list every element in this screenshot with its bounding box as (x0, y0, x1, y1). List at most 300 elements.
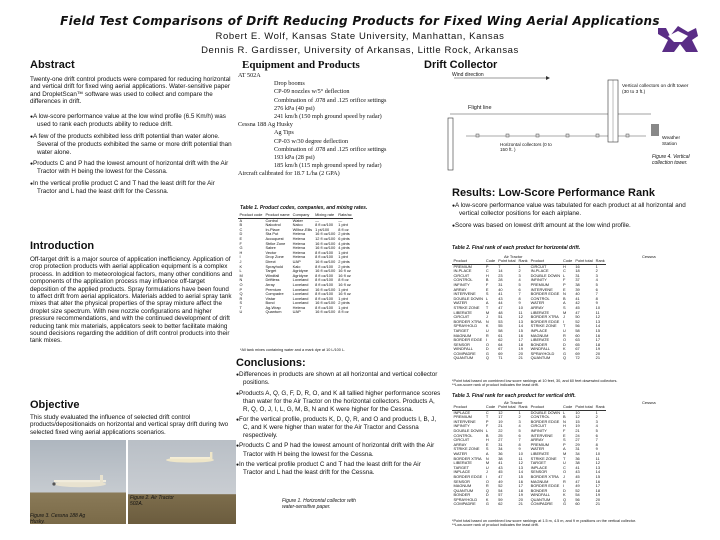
table2-header-cell: Rank (595, 259, 605, 263)
table3-cell: 49 (498, 478, 503, 484)
table2-cell: 40 (575, 291, 580, 297)
table3-cell: 21 (498, 423, 503, 429)
table3-cell: 9 (595, 446, 598, 452)
table2-cell: 41 (575, 295, 580, 301)
table1-cell: Helena (292, 254, 306, 260)
table3-cell: 24 (575, 432, 580, 438)
table1-cell: Quantum (265, 309, 282, 315)
table2-cell: U (563, 327, 566, 333)
table3-cell: B (485, 432, 489, 438)
equipment-line: Combination of .078 and .125 orifice settings (274, 145, 387, 153)
conclusion-bullet: ● In the vertical profile product C and T had the least drift for the Air Tractor and L had the least drift for the Cessna. (236, 461, 442, 477)
table1-cell: Wilbur-Ellis (292, 226, 313, 232)
table1-header-cell: Company (291, 213, 313, 218)
table2-cell: QUANTUM (453, 355, 474, 361)
table3-cell: G (485, 501, 489, 507)
table2-cell: 47 (575, 309, 580, 315)
table2-cell: 1 (595, 263, 598, 269)
table1-cell: M (239, 272, 243, 278)
table1-cell: R (239, 295, 243, 301)
table2-cell: 55 (498, 323, 503, 329)
table2-cell: K (563, 346, 566, 352)
table3-cell: R (563, 478, 566, 484)
equipment-line: AT 502A (238, 72, 261, 79)
table2-cell: 17 (518, 337, 523, 343)
table2-cell: MAGNUM (530, 332, 549, 338)
table2-cell: 19 (518, 346, 523, 352)
table3-note: *Point total based on combined low score rankings at 1.5 m, 4.5 m, and 9 m positions on the vertical collector. (452, 519, 637, 523)
equipment-line: Combination of .078 and .125 orifice settings (274, 96, 387, 104)
table3-row (452, 502, 606, 507)
table3-cell: BORDER XTRA (530, 473, 559, 479)
table2-cell: CIRCUIT (453, 314, 470, 320)
table3-cell: P (485, 418, 489, 424)
table1-header-cell: Product code (239, 213, 263, 217)
table2-cell: DOUBLE DOWN (453, 295, 483, 301)
table1-cell: Ag-Wrap (265, 304, 281, 310)
table1-header-cell: Mixing rate (314, 213, 337, 218)
conclusions-heading: Conclusions: (236, 357, 306, 369)
table2-cell: 41 (498, 291, 503, 297)
table3-header-cell: Rank (595, 405, 605, 409)
table3-cell: 20 (518, 496, 523, 502)
table3-cell: LIBERATE (530, 450, 550, 456)
conclusion-bullet: ● For the vertical profile, products K, D, Q, R, and O and products I, B, J, C, and K were higher than water for the Air Tractor and Cessna respectively. (236, 416, 442, 439)
table3-cell: 41 (498, 460, 503, 466)
table3-caption: Table 3. Final rank for each product for vertical drift. (452, 393, 576, 399)
table1-cell: K (239, 263, 243, 269)
poster-title: Field Test Comparisons of Drift Reducing Products for Fixed Wing Aerial Applications (60, 14, 660, 28)
table2-cell: 14 (518, 323, 523, 329)
table2-header-cell: Code (563, 259, 573, 263)
table3-cell: F (563, 427, 566, 433)
table2-cell: S (563, 304, 566, 310)
table1-cell: T (239, 304, 242, 310)
table3-cell: INPLACE (453, 469, 471, 475)
wind-arrow-icon (546, 76, 550, 80)
table3-cell: 31 (575, 446, 580, 452)
table1-cell: Q (239, 291, 243, 297)
table2-cell: 13 (595, 318, 600, 324)
results-bullet: ● A low-score performance value was tabulated for each product at all horizontal and vertical collector positions for each airplane. (452, 202, 702, 218)
table3-header-cell: Rank (518, 405, 528, 409)
table3-cell: 43 (498, 464, 503, 470)
table2-cell: 43 (498, 295, 503, 301)
table3-header-cell: Code (485, 405, 496, 409)
table3-cell: 15 (518, 473, 523, 479)
fig1-caption: Figure 1. Horizontal collector with water-sensitive paper. (282, 498, 356, 510)
table2-cell: CONTROL (530, 295, 550, 301)
table2-cell: T (563, 323, 566, 329)
table1-cell: Sta Put (265, 231, 279, 237)
table2-cell: SPRAYHOLD (453, 323, 478, 329)
table3-cell: 38 (575, 460, 580, 466)
abstract-bullet: ● In the vertical profile product C and T had the least drift for the Air Tractor and L had the least drift for the Cessna. (30, 180, 235, 196)
table3-cell: 19 (498, 418, 503, 424)
table1-cell: 16 fl oz/100 (315, 286, 336, 292)
table1-cell: Helena (292, 240, 306, 246)
table1-cell: Vistar (265, 295, 276, 301)
table2-cell: TARGET (453, 327, 469, 333)
objective-heading: Objective (30, 399, 80, 411)
table3-cell: K (485, 496, 489, 502)
table2-cell: LIBERATE (453, 309, 473, 315)
table3-cell: 52 (498, 483, 503, 489)
author-line-1: Robert E. Wolf, Kansas State University, Manhattan, Kansas (215, 31, 505, 42)
table2-cell: BORDER XTRA (530, 314, 559, 320)
table1-cell: 16 fl oz/100 (315, 231, 336, 237)
table3-cell: 13 (518, 464, 523, 470)
table2-cell: 50 (575, 314, 580, 320)
table2-cell: 11 (595, 309, 600, 315)
table2-cell: IN-PLACE (530, 268, 549, 274)
table2-cell: 61 (498, 332, 503, 338)
table3-cell: G (563, 501, 567, 507)
table2-cell: U (485, 327, 489, 333)
table2-group-left: Air Tractor (504, 254, 523, 259)
table3-cell: J (485, 469, 488, 475)
table2-cell: 4 (518, 277, 521, 283)
table2-cell: 40 (498, 286, 503, 292)
author-line-2: Dennis R. Gardisser, University of Arkansas, Little Rock, Arkansas (201, 45, 519, 56)
table3-cell: 8 (595, 441, 598, 447)
table3-cell: 21 (575, 427, 580, 433)
table2-cell: F (563, 277, 566, 283)
table1-cell: Driftless (265, 277, 280, 283)
table3-cell: INPLACE (453, 409, 471, 415)
table2-cell: STRIKE ZONE (453, 304, 480, 310)
table3-cell: 3 (595, 418, 598, 424)
table2-cell: 67 (498, 346, 503, 352)
weather-station-icon (651, 124, 659, 136)
table2-cell: WINDFALL (453, 346, 473, 352)
table1-cell: G (239, 245, 243, 251)
table2-cell: 4 (595, 277, 598, 283)
table1 (238, 213, 353, 315)
table1-cell: J (239, 258, 242, 264)
table3-cell: WATER (530, 446, 545, 452)
table3-cell: D (485, 492, 489, 498)
table2-cell: H (563, 263, 566, 269)
table1-cell: 2 pints (338, 231, 350, 237)
table1-cell: Helena (292, 249, 306, 255)
table2-cell: WINDFALL (530, 346, 551, 352)
fig2-caption: Figure 2. Air Tractor 502A. (130, 495, 174, 507)
table2-cell: C (563, 268, 566, 274)
table3-cell: 54 (498, 487, 503, 493)
table1-cell: 1 pint (338, 304, 348, 310)
cessna-airplane-icon (30, 440, 126, 524)
table3-cell: 34 (498, 446, 503, 452)
table3-cell: 27 (575, 437, 580, 443)
table3-cell: 12 (518, 460, 523, 466)
fig4-caption: Figure 4. Vertical collection tower. (652, 154, 690, 166)
table3-cell: BONDER (453, 492, 471, 498)
equipment-line: 193 kPa (28 psi) (274, 154, 315, 162)
table3-cell: QUANTUM (453, 487, 474, 493)
table2-caption: Table 2. Final rank of each product for horizontal drift. (452, 245, 581, 251)
table3-cell: 21 (518, 501, 523, 507)
table1-cell: Sprayhold (265, 263, 283, 269)
table1-cell: 1 pint (338, 254, 348, 260)
table3-cell: 9 (518, 446, 521, 452)
table2-cell: 16 (575, 263, 580, 269)
table1-cell: E (239, 235, 243, 241)
table2-cell: C (485, 268, 489, 274)
table2-cell: BORDER EDGE (453, 337, 483, 343)
table3-cell: L (563, 409, 566, 415)
table2-cell: M (563, 309, 567, 315)
table3-cell: BORDER EDGE (453, 473, 483, 479)
table1-cell: B (239, 222, 243, 228)
table3-cell: 11 (595, 455, 600, 461)
table2-cell: BORDER EDGE (530, 318, 560, 324)
fig3-caption: Figure 3. Cessna 188 Ag Husky. (30, 513, 86, 525)
table2-cell: 37 (575, 277, 580, 283)
table3-header-cell: Point total (498, 405, 516, 409)
table2-cell: I (563, 318, 565, 324)
table3-cell: STRIKE ZONE (530, 455, 557, 461)
table1-cell: Strike Zone (265, 240, 286, 246)
table1-cell: C (239, 226, 243, 232)
equipment-line: 185 km/h (115 mph ground speed by radar) (274, 162, 382, 170)
table2-cell: 64 (498, 341, 503, 347)
table3-container (452, 405, 710, 519)
table3-cell: BORDER EDGE (530, 418, 560, 424)
horizontal-collectors-label: Horizontal collectors (0 to 150 ft. ) (500, 142, 552, 153)
table3-cell: BORDER XTRA (453, 455, 482, 461)
table2-cell: BONDER (530, 341, 548, 347)
table1-cell: — (315, 217, 320, 223)
table1-cell: 16 fl oz/100 (315, 245, 336, 251)
table2-cell: G (485, 350, 489, 356)
table2-cell: F (485, 281, 489, 287)
table1-cell: Direct (265, 258, 276, 264)
table3-cell: E (485, 441, 489, 447)
table3-cell: ARRAY (530, 437, 544, 443)
table2-cell: PREMIUM (453, 263, 472, 269)
table1-cell: Loveland (292, 300, 309, 306)
table3-cell: SENSOR (530, 469, 548, 475)
table2 (452, 259, 606, 361)
conclusion-bullet: ● Products C and P had the lowest amount of horizontal drift with the Air Tractor with H being the lowest for the Cessna. (236, 442, 442, 458)
table2-cell: 11 (518, 309, 523, 315)
table1-cell: 16 fl oz/100 (315, 268, 336, 274)
table3-cell: 19 (575, 423, 580, 429)
equipment-line: CP-09 nozzles w/5° deflection (274, 88, 350, 96)
kstate-wildcat-logo (656, 22, 700, 58)
table1-cell: Sabre (265, 245, 276, 251)
table2-header-cell: Point total (498, 259, 516, 263)
table3-cell: 25 (498, 432, 503, 438)
table3-cell: 1 (518, 409, 521, 415)
table3-group-left: Air Tractor (504, 400, 523, 405)
table1-cell: Bond (265, 300, 275, 306)
table1-cell: 1 pint (338, 249, 348, 255)
table2-cell: BORDER XTRA (453, 318, 482, 324)
table2-cell: 9 (518, 300, 521, 306)
table2-cell: 17 (595, 337, 600, 343)
table1-cell: 12 fl oz/100 (315, 235, 336, 241)
table3-cell: J (563, 473, 565, 479)
table3-cell: SENSOR (453, 478, 470, 484)
table3-cell: L (485, 427, 489, 433)
table2-cell: 10 (595, 304, 600, 310)
table1-cell: Loveland (292, 286, 309, 292)
table2-cell: INPLACE (530, 327, 548, 333)
table2-cell: 13 (518, 318, 523, 324)
table3-cell: S (485, 446, 489, 452)
table1-caption: Table 1. Product codes, companies, and mixing rates. (240, 205, 368, 211)
table1-cell: 1 pint (338, 222, 348, 228)
table3-cell: C (563, 464, 566, 470)
table2-cell: 53 (498, 318, 503, 324)
table1-cell: H (239, 249, 243, 255)
table2-cell: 12 (595, 314, 600, 320)
table2-cell: 20 (595, 350, 600, 356)
table3-cell: CIRCUIT (453, 437, 470, 443)
table3-cell: TARGET (453, 464, 469, 470)
table2-cell: E (563, 286, 566, 292)
table1-cell: 2 pints (338, 258, 350, 264)
table2-notes (452, 379, 710, 388)
table3-cell: Q (485, 487, 489, 493)
table1-cell: P (239, 286, 243, 292)
table3-cell: I (485, 473, 487, 479)
table1-cell: S (239, 300, 243, 306)
table2-cell: D (485, 346, 489, 352)
equipment-line: Aircraft calibrated for 18.7 L/ha (2 GPA) (238, 170, 340, 178)
table3-cell: 7 (518, 437, 521, 443)
table3-cell: 56 (575, 496, 580, 502)
table3-cell: K (563, 492, 566, 498)
table3-cell: DOUBLE DOWN (453, 427, 483, 433)
table2-header-cell: Point total (575, 259, 593, 263)
table1-cell: 8 fl oz/100 (315, 291, 334, 297)
table2-group-right: Cessna (642, 254, 656, 259)
table1-cell: 4 pints (338, 245, 350, 251)
table2-cell: S (485, 291, 489, 297)
table1-footnote: *All tank mixes containing water and a mark dye at 10 L/100 L. (240, 348, 346, 352)
cessna-photo (30, 440, 126, 524)
table3-cell: Q (563, 496, 567, 502)
table2-cell: 3 (595, 272, 598, 278)
table3-cell: WATER (453, 450, 468, 456)
table1-cell: O (239, 281, 243, 287)
table3-cell: 31 (498, 441, 503, 447)
table3-cell: 45 (498, 469, 503, 475)
table2-cell: 7 (518, 291, 521, 297)
table3-cell: 6 (595, 432, 598, 438)
conclusion-bullet: ● Products A, Q, G, F, D, R, O, and K all tallied higher performance scores than water for the Air Tractor on the horizontal collectors. Products A, R, Q, O, J, I, L, G, M, B, N and K were higher for the Cessna. (236, 390, 442, 413)
table1-cell: Compadre (265, 291, 284, 297)
table3-cell: 4 (595, 423, 598, 429)
table3-cell: 34 (575, 450, 580, 456)
conclusions-bullets (236, 371, 442, 477)
air-tractor-airplane-icon (128, 440, 236, 524)
table2-cell: L (563, 272, 566, 278)
table2-cell: 47 (498, 304, 503, 310)
table3-cell: CONTROL (453, 432, 473, 438)
table3-cell: 59 (498, 496, 503, 502)
table2-cell: B (563, 295, 566, 301)
table1-cell: 8 fl oz/100 (315, 295, 334, 301)
table2-cell: 23 (498, 272, 503, 278)
table1-cell: 16 fl oz/100 (315, 309, 336, 315)
table2-cell: 31 (575, 272, 580, 278)
table3-cell: E (563, 432, 566, 438)
table2-cell: L (485, 295, 489, 301)
table3-cell: 1 (595, 409, 598, 415)
table2-cell: 8 (595, 295, 598, 301)
table2-cell: INTERVENE (530, 286, 553, 292)
table3-cell: INPLACE (530, 464, 548, 470)
table3-cell: 16 (595, 478, 600, 484)
table3-cell: M (485, 460, 490, 466)
table1-cell: 16 fl oz/100 (315, 258, 336, 264)
table2-cell: BORDER EDGE (530, 291, 560, 297)
table1-cell: 16 fl oz/100 (315, 300, 336, 306)
table3-cell: 43 (575, 469, 580, 475)
table3-cell: T (485, 414, 489, 420)
table3-cell: CIRCUIT (530, 423, 547, 429)
table3-cell: 12 (575, 414, 580, 420)
table2-cell: R (563, 332, 566, 338)
table3-cell: 19 (595, 492, 600, 498)
table1-cell: Helena (292, 304, 306, 310)
table3-cell: 5 (595, 427, 598, 433)
table2-cell: 56 (575, 323, 580, 329)
table3-cell: 18 (518, 487, 523, 493)
table2-cell: 67 (575, 346, 580, 352)
table2-note: *Point total based on combined low score rankings at 10 feet, 30, and 60 feet downwind collectors. (452, 379, 618, 383)
table1-cell: 16 fl oz (338, 291, 351, 297)
equipment-list (238, 72, 438, 179)
table1-cell: Kalo (292, 263, 301, 269)
table3-cell: I (563, 483, 565, 489)
table2-cell: E (485, 286, 489, 292)
table2-cell: 5 (595, 281, 598, 287)
table1-header-cell: Rate/ac (338, 213, 352, 217)
table1-cell: Control (265, 217, 278, 223)
table3-cell: 62 (498, 501, 503, 507)
table2-cell: B (485, 277, 489, 283)
table2-cell: WATER (453, 300, 468, 306)
table3-cell: COMPADRE (530, 501, 553, 507)
table3-cell: WINDFALL (530, 492, 551, 498)
table1-cell: 8 fl oz/100 (315, 272, 334, 278)
table2-cell: WATER (530, 300, 545, 306)
table3-cell: 14 (595, 469, 600, 475)
table2-cell: QUANTUM (530, 355, 551, 361)
table3-cell: U (485, 464, 489, 470)
table2-cell: 14 (595, 323, 600, 329)
table1-cell: 1 pt/100 (315, 226, 330, 232)
table3-cell: P (563, 441, 566, 447)
table3-cell: 6 (518, 432, 521, 438)
table3-cell: COMPADRE (453, 501, 476, 507)
table3-header-cell: Product (529, 405, 561, 410)
table2-cell: 18 (518, 341, 523, 347)
table2-cell: 5 (518, 281, 521, 287)
table3-cell: U (563, 460, 566, 466)
table3 (452, 405, 606, 507)
table1-cell: F (239, 240, 242, 246)
table3-cell: 14 (518, 469, 523, 475)
introduction-heading: Introduction (30, 240, 95, 252)
table3-cell: 10 (575, 409, 580, 415)
table3-cell: O (485, 478, 489, 484)
